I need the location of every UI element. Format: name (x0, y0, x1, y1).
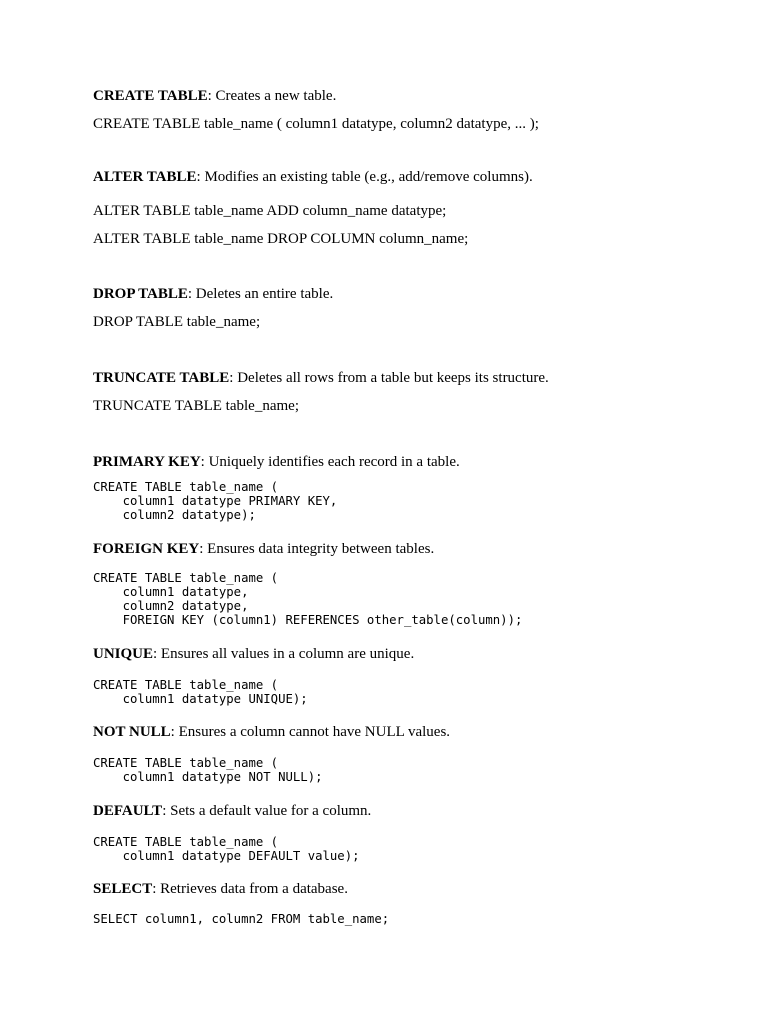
default-heading (93, 802, 371, 820)
truncate-table-description: : Deletes all rows from a table but keeps its structure. (229, 370, 549, 386)
alter-table-term: ALTER TABLE (93, 169, 197, 185)
foreign-key-heading (93, 540, 434, 558)
truncate-table-term: TRUNCATE TABLE (93, 370, 230, 386)
not-null-code: CREATE TABLE table_name ( column1 datatype NOT NULL); (93, 756, 323, 784)
not-null-description: : Ensures a column cannot have NULL values. (170, 724, 451, 740)
unique-heading (93, 645, 414, 663)
foreign-key-code: CREATE TABLE table_name ( column1 datatype, column2 datatype, FOREIGN KEY (column1) REFERENCES other_table(column)); (93, 571, 523, 627)
drop-table-description: : Deletes an entire table. (187, 286, 334, 302)
not-null-term: NOT NULL (93, 724, 171, 740)
select-term: SELECT (93, 881, 153, 897)
primary-key-heading (93, 453, 460, 471)
unique-code: CREATE TABLE table_name ( column1 datatype UNIQUE); (93, 678, 308, 706)
create-table-term: CREATE TABLE (93, 88, 208, 104)
default-description: : Sets a default value for a column. (162, 803, 372, 819)
truncate-table-syntax: TRUNCATE TABLE table_name; (93, 398, 299, 414)
default-term: DEFAULT (93, 803, 163, 819)
truncate-table-heading (93, 369, 549, 387)
alter-table-description: : Modifies an existing table (e.g., add/remove columns). (196, 169, 533, 185)
alter-table-heading (93, 168, 533, 186)
create-table-description: : Creates a new table. (207, 88, 337, 104)
primary-key-code: CREATE TABLE table_name ( column1 datatype PRIMARY KEY, column2 datatype); (93, 480, 338, 522)
foreign-key-description: : Ensures data integrity between tables. (199, 541, 435, 557)
foreign-key-term: FOREIGN KEY (93, 541, 200, 557)
primary-key-term: PRIMARY KEY (93, 454, 201, 470)
not-null-heading (93, 723, 450, 741)
alter-table-add-syntax: ALTER TABLE table_name ADD column_name datatype; (93, 203, 447, 219)
alter-table-drop-syntax: ALTER TABLE table_name DROP COLUMN column_name; (93, 231, 469, 247)
select-description: : Retrieves data from a database. (152, 881, 348, 897)
create-table-heading (93, 87, 336, 105)
unique-description: : Ensures all values in a column are unique. (153, 646, 415, 662)
unique-term: UNIQUE (93, 646, 154, 662)
drop-table-heading (93, 285, 333, 303)
select-code: SELECT column1, column2 FROM table_name; (93, 912, 390, 926)
drop-table-term: DROP TABLE (93, 286, 188, 302)
select-heading (93, 880, 348, 898)
drop-table-syntax: DROP TABLE table_name; (93, 314, 261, 330)
primary-key-description: : Uniquely identifies each record in a table. (200, 454, 460, 470)
default-code: CREATE TABLE table_name ( column1 datatype DEFAULT value); (93, 835, 360, 863)
create-table-syntax: CREATE TABLE table_name ( column1 datatype, column2 datatype, ... ); (93, 116, 539, 132)
